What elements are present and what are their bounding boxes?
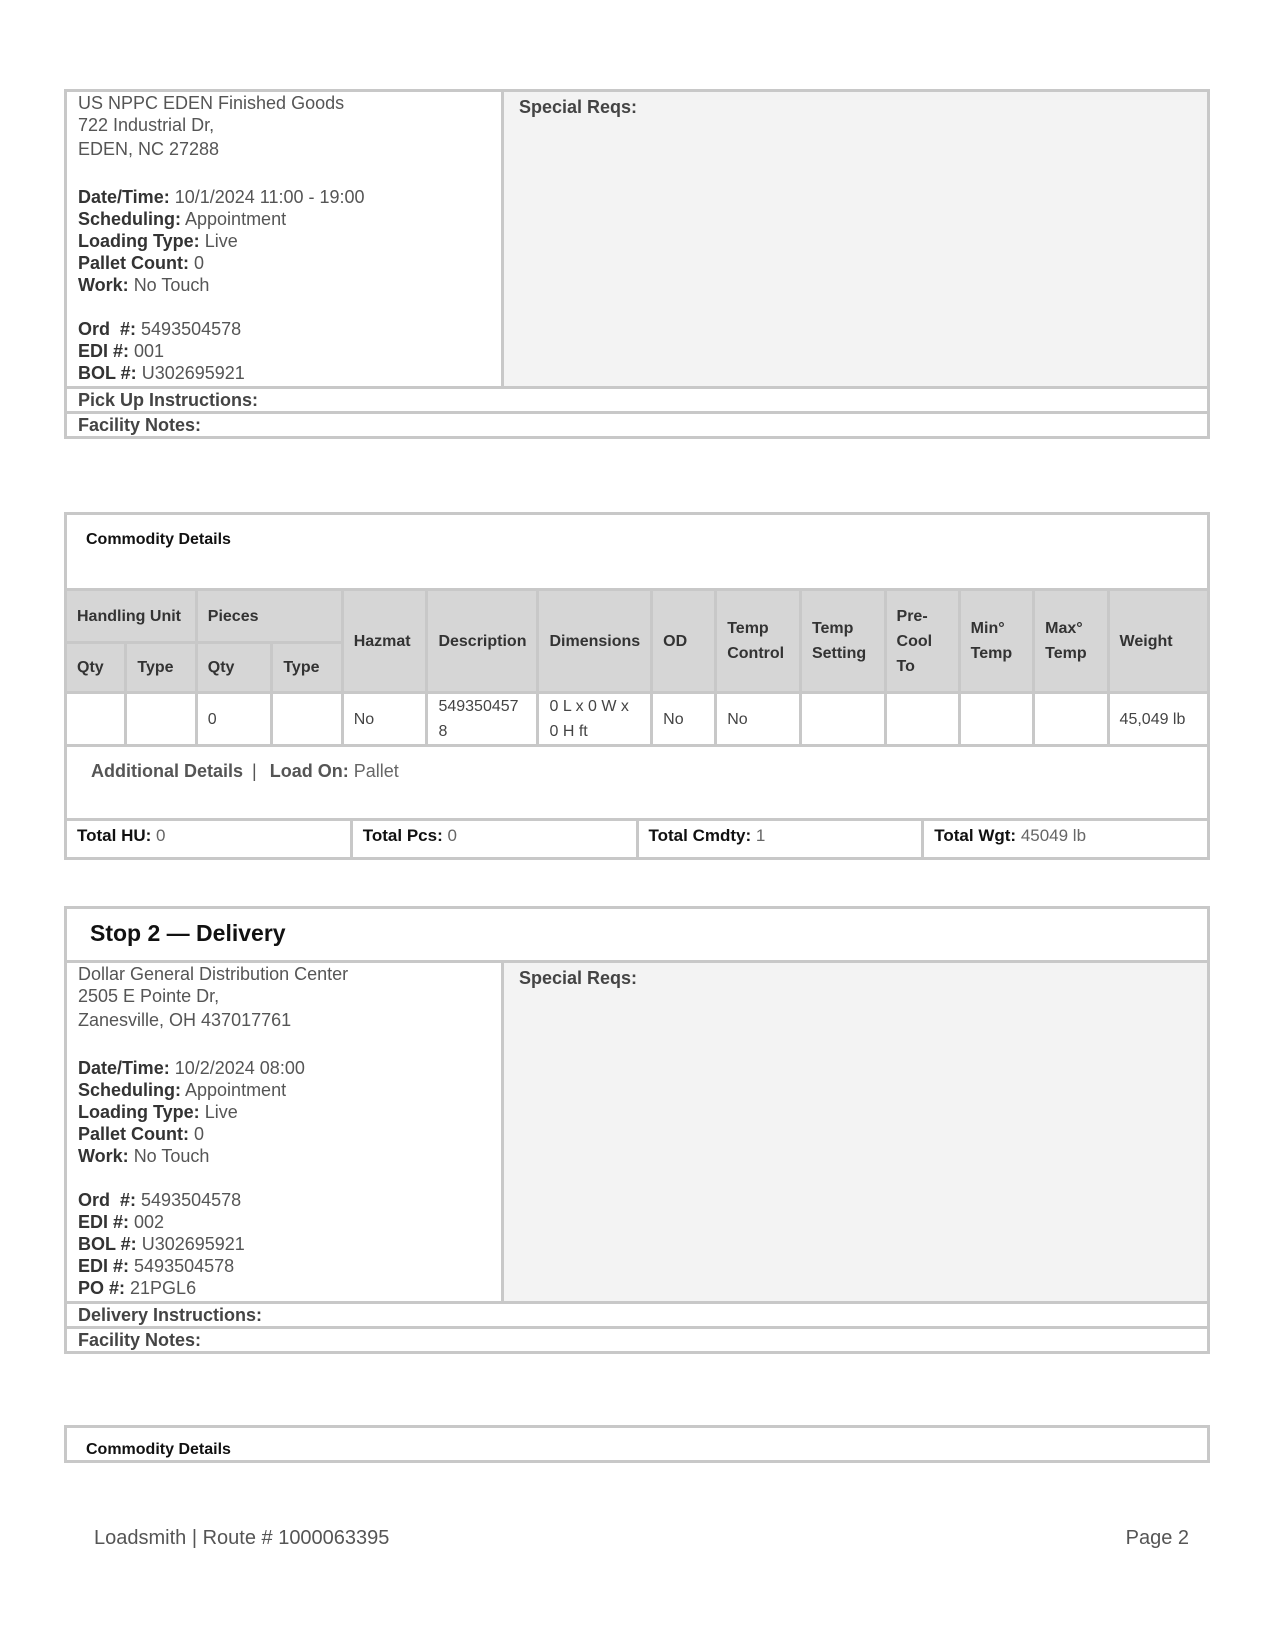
header-pieces: Pieces [196, 590, 342, 643]
total-hu: Total HU: 0 [67, 821, 353, 857]
header-handling-unit: Handling Unit [66, 590, 197, 643]
stop2-references [78, 1189, 501, 1299]
commodity1-row [66, 693, 1209, 746]
stop2-ref-bol: BOL #: U302695921 [78, 1234, 245, 1254]
cell-dimensions: 0 L x 0 W x 0 H ft [538, 693, 652, 746]
stop2-special-reqs-panel [504, 963, 1207, 1301]
cell-od: No [652, 693, 716, 746]
stop2-title-box [64, 906, 1210, 963]
header-temp-control: Temp Control [716, 590, 801, 693]
stop1-special-reqs-label: Special Reqs: [519, 97, 638, 117]
commodity1-title-box [64, 512, 1210, 588]
stop1-pickup-instructions-row [64, 386, 1210, 414]
cell-hu-qty [66, 693, 126, 746]
commodity1-additional-details [64, 747, 1210, 818]
stop1-ref-edi: EDI #: 001 [78, 341, 165, 361]
stop2-ref-po: PO #: 21PGL6 [78, 1278, 197, 1298]
stop1-detail-datetime: Date/Time: 10/1/2024 11:00 - 19:00 [78, 187, 365, 207]
stop2-facility-notes-label: Facility Notes: [78, 1330, 202, 1350]
header-pre-cool-to: Pre-Cool To [885, 590, 959, 693]
cell-description: 5493504578 [427, 693, 538, 746]
stop1-facility-name: US NPPC EDEN Finished Goods [78, 93, 345, 113]
stop2-detail-scheduling: Scheduling: Appointment [78, 1080, 287, 1100]
stop1-facility-notes-row [64, 411, 1210, 439]
stop2-special-reqs-label: Special Reqs: [519, 968, 638, 988]
stop2-facility-name: Dollar General Distribution Center [78, 964, 349, 984]
stop1-detail-work: Work: No Touch [78, 275, 210, 295]
stop1-special-reqs-panel [504, 92, 1207, 386]
cell-hu-type [126, 693, 196, 746]
stop2-street: 2505 E Pointe Dr, [78, 986, 220, 1006]
total-cmdty: Total Cmdty: 1 [639, 821, 925, 857]
header-pcs-qty: Qty [196, 643, 272, 693]
header-hazmat: Hazmat [342, 590, 427, 693]
header-od: OD [652, 590, 716, 693]
commodity1-title: Commodity Details [86, 531, 231, 548]
stop2-main-box [64, 960, 1210, 1304]
cell-pcs-qty: 0 [196, 693, 272, 746]
stop2-ref-order: Ord #: 5493504578 [78, 1190, 242, 1210]
stop1-pickup-instructions-label: Pick Up Instructions: [78, 390, 259, 410]
stop1-detail-loading-type: Loading Type: Live [78, 231, 238, 251]
header-description: Description [427, 590, 538, 693]
stop1-address-panel [67, 92, 504, 386]
stop1-detail-pallet-count: Pallet Count: 0 [78, 253, 205, 273]
cell-weight: 45,049 lb [1108, 693, 1208, 746]
commodity1-totals [64, 818, 1210, 860]
cell-min-temp [959, 693, 1033, 746]
commodity1-section [64, 512, 1210, 860]
stop2-detail-loading-type: Loading Type: Live [78, 1102, 238, 1122]
stop1-details [78, 186, 501, 296]
total-pcs: Total Pcs: 0 [353, 821, 639, 857]
stop1-facility-notes-label: Facility Notes: [78, 415, 202, 435]
cell-temp-setting [800, 693, 885, 746]
stop2-delivery-instructions-row [64, 1301, 1210, 1329]
header-dimensions: Dimensions [538, 590, 652, 693]
cell-max-temp [1034, 693, 1108, 746]
stop1-city-line: EDEN, NC 27288 [78, 139, 220, 159]
additional-details-separator: | [252, 761, 257, 781]
stop1-street: 722 Industrial Dr, [78, 115, 215, 135]
commodity1-table [64, 588, 1210, 747]
stop1-detail-scheduling: Scheduling: Appointment [78, 209, 287, 229]
stop2-detail-datetime: Date/Time: 10/2/2024 08:00 [78, 1058, 305, 1078]
stop2-city-line: Zanesville, OH 437017761 [78, 1010, 292, 1030]
stop1-references [78, 318, 501, 384]
header-temp-setting: Temp Setting [800, 590, 885, 693]
stop2-facility-notes-row [64, 1326, 1210, 1354]
stop1-ref-bol: BOL #: U302695921 [78, 363, 245, 383]
cell-hazmat: No [342, 693, 427, 746]
load-on-label: Load On: [269, 761, 349, 781]
header-pcs-type: Type [272, 643, 342, 693]
stop2-address-panel [67, 963, 504, 1301]
stop2-detail-work: Work: No Touch [78, 1146, 210, 1166]
stop2-delivery-instructions-label: Delivery Instructions: [78, 1305, 263, 1325]
header-hu-qty: Qty [66, 643, 126, 693]
footer-route: Loadsmith | Route # 1000063395 [94, 1527, 390, 1549]
stop2-title: Stop 2 — Delivery [90, 920, 286, 946]
header-max-temp: Max° Temp [1034, 590, 1108, 693]
stop2-detail-pallet-count: Pallet Count: 0 [78, 1124, 205, 1144]
total-wgt: Total Wgt: 45049 lb [934, 826, 1087, 845]
footer-page-number: Page 2 [1125, 1527, 1189, 1549]
cell-pcs-type [272, 693, 342, 746]
stop2-details [78, 1057, 501, 1167]
stop2-ref-edi-2: EDI #: 5493504578 [78, 1256, 235, 1276]
cell-temp-control: No [716, 693, 801, 746]
commodity2-title: Commodity Details [86, 1441, 231, 1458]
header-hu-type: Type [126, 643, 196, 693]
header-min-temp: Min° Temp [959, 590, 1033, 693]
header-weight: Weight [1108, 590, 1208, 693]
load-on-value: Pallet [353, 761, 399, 781]
stop1-main-box [64, 89, 1210, 389]
cell-pre-cool-to [885, 693, 959, 746]
commodity2-title-box [64, 1425, 1210, 1463]
stop1-ref-order: Ord #: 5493504578 [78, 319, 242, 339]
stop2-ref-edi: EDI #: 002 [78, 1212, 165, 1232]
additional-details-label: Additional Details [91, 761, 244, 781]
